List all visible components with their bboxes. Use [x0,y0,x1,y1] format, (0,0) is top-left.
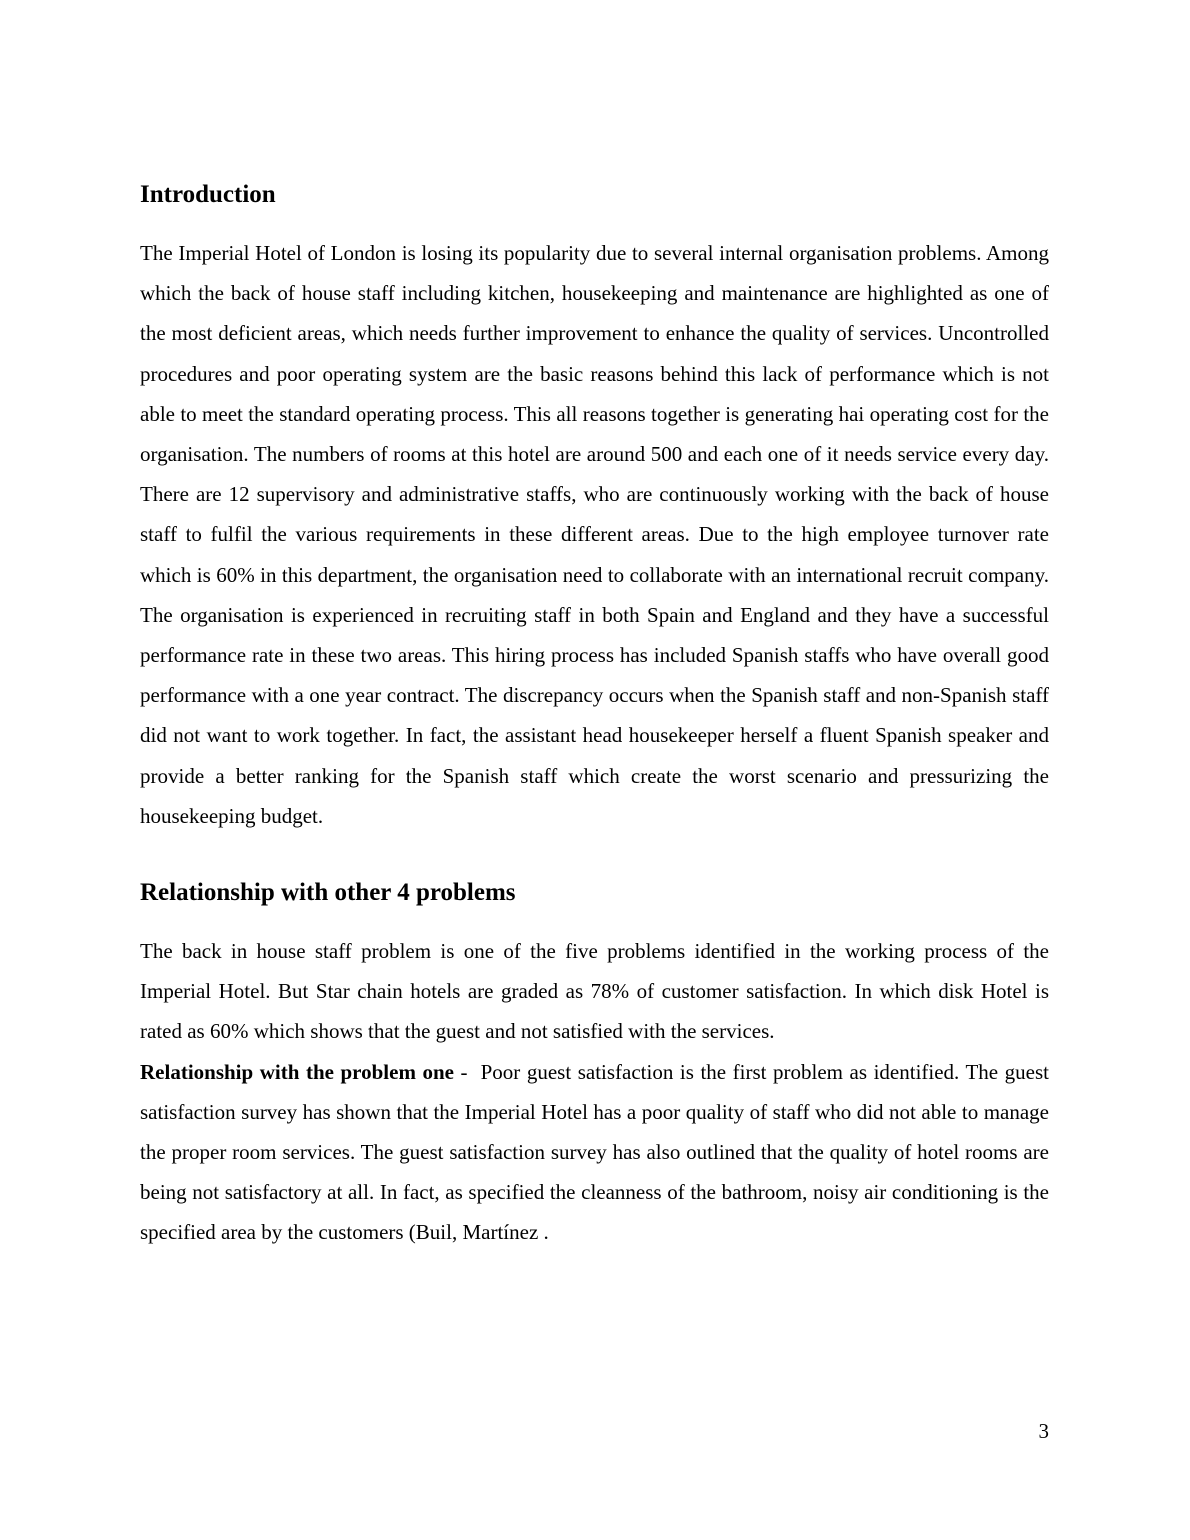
page-number: 3 [1038,1419,1049,1443]
introduction-paragraph: The Imperial Hotel of London is losing its popularity due to several internal organisation problems. Among which the back of house staff including kitchen, housekeeping and maintenance are highlighted as one of the most deficient areas, which needs further improvement to enhance the quality of services. Uncontrolled procedures and poor operating system are the basic reasons behind this lack of performance which is not able to meet the standard operating process. This all reasons together is generating hai operating cost for the organisation. The numbers of rooms at this hotel are around 500 and each one of it needs service every day. There are 12 supervisory and administrative staffs, who are continuously working with the back of house staff to fulfil the various requirements in these different areas. Due to the high employee turnover rate which is 60% in this department, the organisation need to collaborate with an international recruit company. The organisation is experienced in recruiting staff in both Spain and England and they have a successful performance rate in these two areas. This hiring process has included Spanish staffs who have overall good performance with a one year contract. The discrepancy occurs when the Spanish staff and non-Spanish staff did not want to work together. In fact, the assistant head housekeeper herself a fluent Spanish speaker and provide a better ranking for the Spanish staff which create the worst scenario and pressurizing the housekeeping budget. [140,241,1049,828]
problem-one-separator: - [453,1059,481,1084]
problem-one-paragraph [140,1052,1049,1253]
introduction-heading: Introduction [140,181,276,208]
relationship-paragraph: The back in house staff problem is one of the five problems identified in the working process of the Imperial Hotel. But Star chain hotels are graded as 78% of customer satisfaction. In which disk Hotel is rated as 60% which shows that the guest and not satisfied with the services. [140,939,1049,1044]
problem-one-text: Poor guest satisfaction is the first problem as identified. The guest satisfaction survey has shown that the Imperial Hotel has a poor quality of staff who did not able to manage the proper room services. The guest satisfaction survey has also outlined that the quality of hotel rooms are being not satisfactory at all. In fact, as specified the cleanness of the bathroom, noisy air conditioning is the specified area by the customers (Buil, Martínez . [140,1059,1049,1245]
problem-one-lead: Relationship with the problem one [140,1059,454,1084]
relationship-heading: Relationship with other 4 problems [140,879,516,907]
page-body [140,178,1049,1253]
